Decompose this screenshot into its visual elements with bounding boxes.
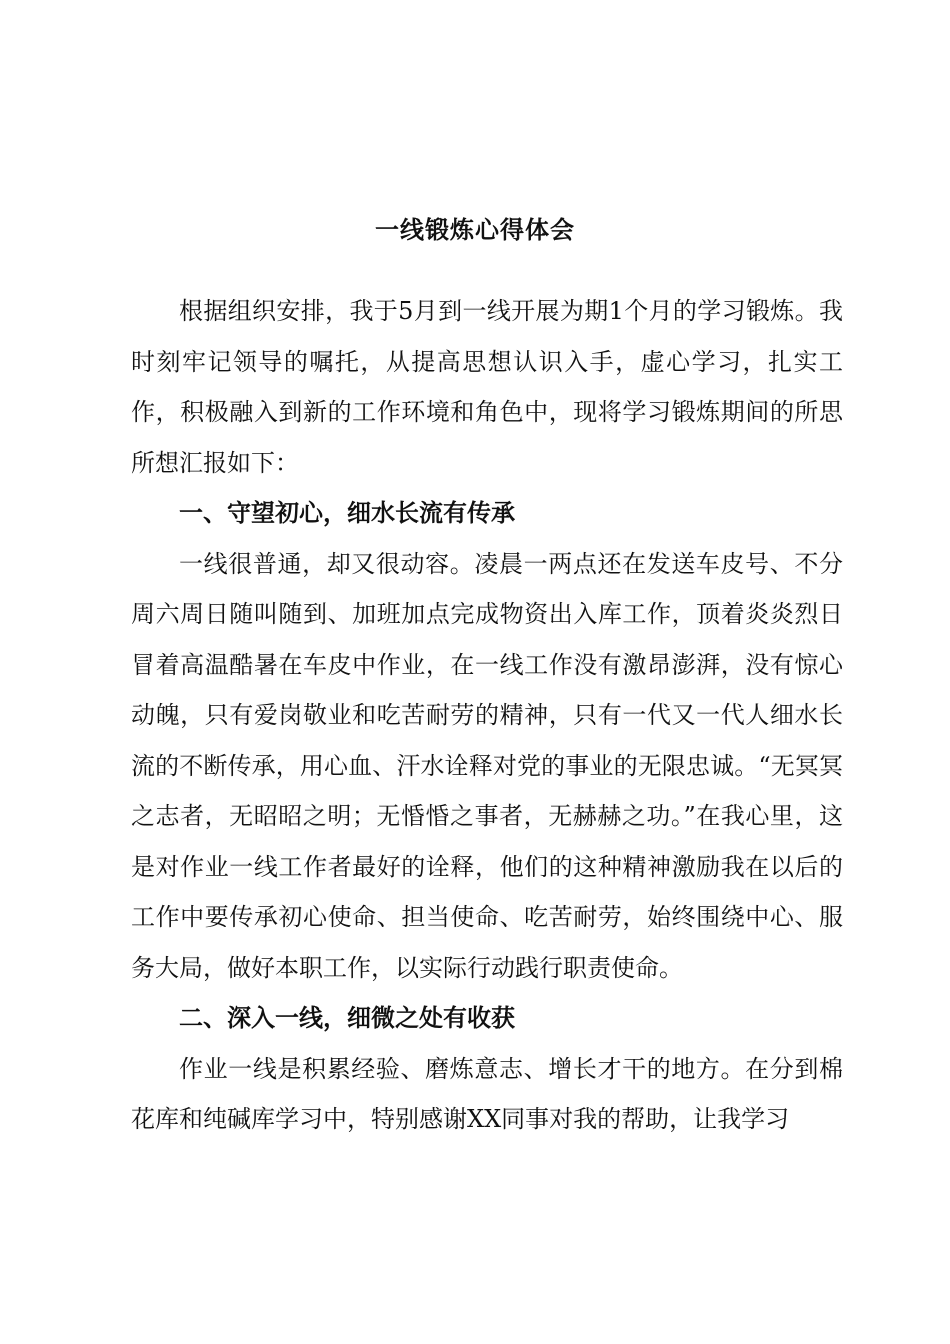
document-title: 一线锻炼心得体会 — [375, 215, 575, 244]
section-1-heading: 一、守望初心，细水长流有传承 — [179, 498, 515, 527]
intro-paragraph: 根据组织安排，我于5月到一线开展为期1个月的学习锻炼。我时刻牢记领导的嘱托，从提高思想认识入手，虚心学习，扎实工作，积极融入到新的工作环境和角色中，现将学习锻炼期间的所思所想汇报如下： — [131, 297, 843, 477]
section-2-paragraph: 作业一线是积累经验、磨炼意志、增长才干的地方。在分到棉花库和纯碱库学习中，特别感谢XX同事对我的帮助，让我学习 — [131, 1054, 843, 1133]
section-1-paragraph: 一线很普通，却又很动容。凌晨一两点还在发送车皮号、不分周六周日随叫随到、加班加点完成物资出入库工作，顶着炎炎烈日冒着高温酷暑在车皮中作业，在一线工作没有激昂澎湃，没有惊心动魄，只有爱岗敬业和吃苦耐劳的精神，只有一代又一代人细水长流的不断传承，用心血、汗水诠释对党的事业的无限忠诚。“无冥冥之志者，无昭昭之明；无惛惛之事者，无赫赫之功。”在我心里，这是对作业一线工作者最好的诠释，他们的这种精神激励我在以后的工作中要传承初心使命、担当使命、吃苦耐劳，始终围绕中心、服务大局，做好本职工作，以实际行动践行职责使命。 — [131, 549, 843, 982]
document-body — [131, 286, 843, 1145]
section-2-heading: 二、深入一线，细微之处有收获 — [179, 1003, 515, 1032]
